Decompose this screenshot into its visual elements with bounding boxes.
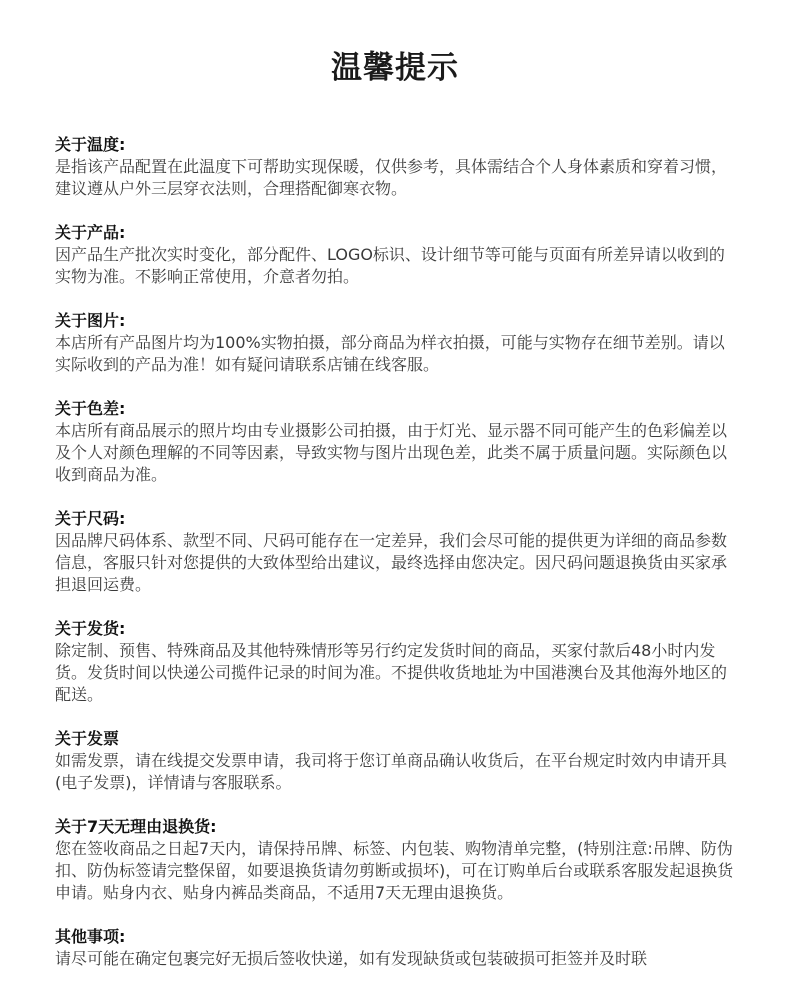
section-color-difference <box>55 398 735 486</box>
section-product <box>55 222 735 288</box>
section-sizing <box>55 508 735 596</box>
notice-content <box>55 134 735 992</box>
section-heading: 关于发货: <box>55 619 126 638</box>
section-heading: 关于尺码: <box>55 509 126 528</box>
section-body: 您在签收商品之日起7天内，请保持吊牌、标签、内包装、购物清单完整，(特别注意:吊牌、防伪扣、防伪标签请完整保留，如要退换货请勿剪断或损坏)，可在订购单后台或联系客服发起退换货申请。贴身内衣、贴身内裤品类商品，不适用7天无理由退换货。 <box>55 839 734 902</box>
section-heading: 其他事项: <box>55 927 126 946</box>
section-body: 请尽可能在确定包裹完好无损后签收快递，如有发现缺货或包装破损可拒签并及时联 <box>55 949 648 968</box>
section-images <box>55 310 735 376</box>
section-invoice <box>55 728 735 794</box>
page-title: 温馨提示 <box>331 50 459 86</box>
section-body: 因品牌尺码体系、款型不同、尺码可能存在一定差异，我们会尽可能的提供更为详细的商品参数信息，客服只针对您提供的大致体型给出建议，最终选择由您决定。因尺码问题退换货由买家承担退回运费。 <box>55 531 728 594</box>
section-shipping <box>55 618 735 706</box>
section-body: 本店所有商品展示的照片均由专业摄影公司拍摄，由于灯光、显示器不同可能产生的色彩偏差以及个人对颜色理解的不同等因素，导致实物与图片出现色差，此类不属于质量问题。实际颜色以收到商品为准。 <box>55 421 728 484</box>
section-heading: 关于发票 <box>55 729 120 748</box>
section-body: 是指该产品配置在此温度下可帮助实现保暖，仅供参考，具体需结合个人身体素质和穿着习惯，建议遵从户外三层穿衣法则，合理搭配御寒衣物。 <box>55 157 728 198</box>
section-body: 除定制、预售、特殊商品及其他特殊情形等另行约定发货时间的商品，买家付款后48小时内发货。发货时间以快递公司揽件记录的时间为准。不提供收货地址为中国港澳台及其他海外地区的配送。 <box>55 641 728 704</box>
section-temperature <box>55 134 735 200</box>
section-heading: 关于色差: <box>55 399 126 418</box>
section-heading: 关于温度: <box>55 135 126 154</box>
section-heading: 关于7天无理由退换货: <box>55 817 217 836</box>
section-heading: 关于产品: <box>55 223 126 242</box>
section-heading: 关于图片: <box>55 311 126 330</box>
section-body: 如需发票，请在线提交发票申请，我司将于您订单商品确认收货后，在平台规定时效内申请开具(电子发票)，详情请与客服联系。 <box>55 751 728 792</box>
section-body: 本店所有产品图片均为100%实物拍摄，部分商品为样衣拍摄，可能与实物存在细节差别。请以实际收到的产品为准！如有疑问请联系店铺在线客服。 <box>55 333 725 374</box>
section-other <box>55 926 735 970</box>
section-body: 因产品生产批次实时变化，部分配件、LOGO标识、设计细节等可能与页面有所差异请以收到的实物为准。不影响正常使用，介意者勿拍。 <box>55 245 725 286</box>
section-returns <box>55 816 735 904</box>
